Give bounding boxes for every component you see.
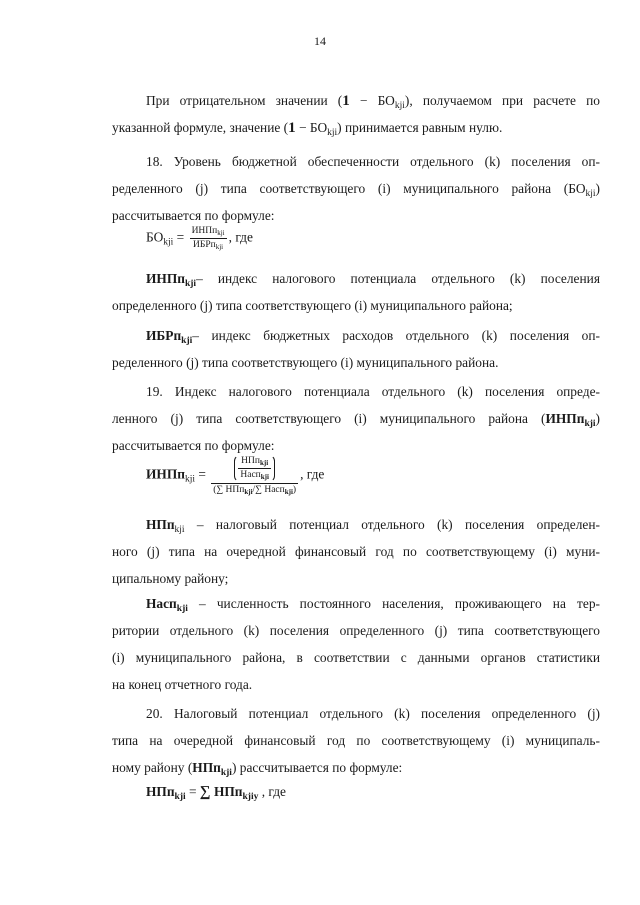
text-line: рассчитывается по формуле: bbox=[112, 208, 275, 223]
formula-bo: $БО_{kji}$ = $\frac{ИНПп_{kji}}{ИБРп_{kji}}$ , где bbox=[146, 226, 253, 251]
text-line: ритории отдельного (k) поселения определенного (j) типа соответствующего bbox=[112, 623, 600, 638]
text-line: указанной формуле, значение $(1 - БО_{kji})$ принимается равным нулю. bbox=[112, 120, 503, 138]
text-line: 18. Уровень бюджетной обеспеченности отдельного (k) поселения оп- bbox=[146, 154, 600, 169]
text-line: ИБРп$_{kji}$– индекс бюджетных расходов отдельного (k) поселения оп- bbox=[146, 328, 600, 346]
text-line: ципальному району; bbox=[112, 571, 229, 586]
definition-nasp bbox=[112, 590, 600, 698]
paragraph-18 bbox=[112, 148, 600, 229]
paragraph-20 bbox=[112, 700, 600, 781]
text-line: типа на очередной финансовый год по соответствующему (i) муниципаль- bbox=[112, 733, 600, 748]
text-line: ного (j) типа на очередной финансовый год по соответствующему (i) муни- bbox=[112, 544, 600, 559]
text-line: (i) муниципального района, в соответствии с данными органов статистики bbox=[112, 650, 600, 665]
fraction: $\frac{\frac{НПп_{kji}}{Насп_{kji}}}{(\sum НПп_{kji}/\sum Насп_{kji})}$ bbox=[213, 456, 297, 496]
text-line: При отрицательном значении $(1 - БО_{kji})$, получаемом при расчете по bbox=[146, 93, 600, 111]
text-line: ИНПп$_{kji}$– индекс налогового потенциала отдельного (k) поселения bbox=[146, 271, 600, 289]
fraction: $\frac{ИНПп_{kji}}{ИБРп_{kji}}$ bbox=[191, 226, 225, 251]
text-line: определенного (j) типа соответствующего (i) муниципального района; bbox=[112, 298, 513, 313]
paragraph-19 bbox=[112, 378, 600, 459]
formula-inpp: ИНПп$_{kji}$ = $\frac{\frac{НПп_{kji}}{Насп_{kji}}}{(\sum НПп_{kji}/\sum Насп_{kji})}$ , где bbox=[146, 456, 325, 496]
text-line: ному району (НПп$_{kji}$) рассчитывается по формуле: bbox=[112, 760, 403, 778]
definition-ibrp bbox=[112, 322, 600, 376]
intro-paragraph bbox=[112, 87, 600, 141]
text-line: Насп$_{kji}$ – численность постоянного населения, проживающего на тер- bbox=[146, 596, 600, 614]
definition-inpp bbox=[112, 265, 600, 319]
text-line: ленного (j) типа соответствующего (i) муниципального района (ИНПп$_{kji}$) bbox=[112, 411, 600, 429]
text-line: 19. Индекс налогового потенциала отдельного (k) поселения опреде- bbox=[146, 384, 600, 399]
text-line: на конец отчетного года. bbox=[112, 677, 253, 692]
text-line: рассчитывается по формуле: bbox=[112, 438, 275, 453]
text-line: 20. Налоговый потенциал отдельного (k) поселения определенного (j) bbox=[146, 706, 600, 721]
definition-npp bbox=[112, 511, 600, 592]
formula-npp: НПп$_{kji}$ = ∑ НПп$_{kjiy}$ , где bbox=[146, 784, 286, 802]
text-line: НПп$_{kji}$ – налоговый потенциал отдельного (k) поселения определен- bbox=[146, 517, 600, 535]
text-line: ределенного (j) типа соответствующего (i) муниципального района. bbox=[112, 355, 499, 370]
page-number: 14 bbox=[314, 34, 326, 48]
text-line: ределенного (j) типа соответствующего (i) муниципального района $(БО_{kji})$ bbox=[112, 181, 600, 199]
